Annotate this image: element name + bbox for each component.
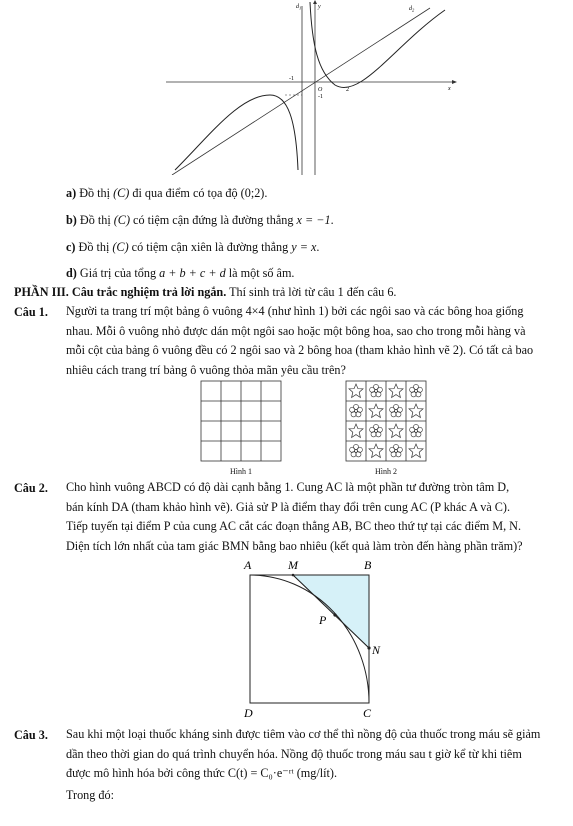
star-icon [349,424,363,438]
star-icon [409,404,423,418]
flower-icon [370,384,383,397]
square-figure [238,557,388,723]
q2-label: Câu 2. [14,481,48,495]
star-icon [409,444,423,458]
label-d2: $d_2$ [409,6,415,13]
point-p [333,613,336,616]
label-d1: $d_1$ [296,4,302,11]
part3-heading: PHẦN III. Câu trắc nghiệm trả lời ngắn. Thí sinh trả lời từ câu 1 đến câu 6. [14,285,397,299]
statement-a: a) Đồ thị (C) đi qua điểm có tọa độ (0;2). [66,186,268,200]
flower-icon [390,444,403,457]
label-c: C [363,706,372,720]
label-d: D [244,706,253,720]
q1-text: Người ta trang trí một bảng ô vuông 4×4 (như hình 1) bởi các ngôi sao và các bông hoa giống nhau. Mỗi ô vuông nhỏ được dán một ngôi sao hoặc một bông hoa, sao cho trong mỗi hàng và mỗi cột của bảng ô vuông đều có 2 ngôi sao và 2 bông hoa (tham khảo hình vẽ 2). Có tất cả bao nhiêu cách trang trí bảng ô vuông thỏa mãn yêu cầu trên? [66,304,534,377]
figure-1-grid [200,380,282,462]
label-m: M [288,558,298,572]
label-p: P [319,613,327,627]
star-icon [389,384,403,398]
flower-icon [350,444,363,457]
flower-icon [350,404,363,417]
statement-c: c) Đồ thị (C) có tiệm cận xiên là đường thẳng y = x. [66,240,320,254]
figure-2-grid [345,380,427,462]
asymptote-d2 [172,8,430,175]
q2-text: Cho hình vuông ABCD có độ dài cạnh bằng 1. Cung AC là một phần tư đường tròn tâm D, bán kính DA (tham khảo hình vẽ). Giả sử P là điểm thay đổi trên cung AC (P khác A và C). Tiếp tuyến tại điểm P của cung AC cắt các đoạn thẳng AB, BC theo thứ tự tại các điểm M, N. Diện tích lớn nhất của tam giác BMN bằng bao nhiêu (kết quả làm tròn đến hàng phần trăm)? [66,480,523,553]
label-y-neg1: -1 [318,94,323,100]
label-b: B [364,558,372,572]
label-x-2: 2 [346,87,349,93]
label-x-neg1: -1 [289,76,294,82]
curve-right-branch [310,2,445,88]
statement-b: b) Đồ thị (C) có tiệm cận đứng là đường thẳng x = −1. [66,213,334,227]
flower-icon [370,424,383,437]
label-y: y [318,4,321,10]
figure-2-caption: Hình 2 [375,467,397,476]
label-n: N [372,643,381,657]
statement-d: d) Giá trị của tổng a + b + c + d là một số âm. [66,266,295,280]
q3-text: Sau khi một loại thuốc kháng sinh được tiêm vào cơ thể thì nồng độ của thuốc trong máu sẽ giảm dần theo thời gian do quá trình chuyển hóa. Nồng độ thuốc trong máu sau t giờ kể từ khi tiêm được mô hình hóa bởi công thức C(t) = C₀·e⁻ʳᵗ (mg/lít). [66,727,541,780]
star-icon [369,404,383,418]
figure-1-caption: Hình 1 [230,467,252,476]
q1-label: Câu 1. [14,305,48,319]
star-icon [349,384,363,398]
q3-label: Câu 3. [14,728,48,742]
function-graph [160,0,460,175]
label-x: x [448,86,451,92]
label-origin: O [318,87,323,93]
point-n [367,646,370,649]
flower-icon [410,424,423,437]
star-icon [369,444,383,458]
flower-icon [410,384,423,397]
q3-trailing: Trong đó: [66,788,114,802]
flower-icon [390,404,403,417]
star-icon [389,424,403,438]
label-a: A [244,558,252,572]
curve-left-branch [175,95,298,170]
